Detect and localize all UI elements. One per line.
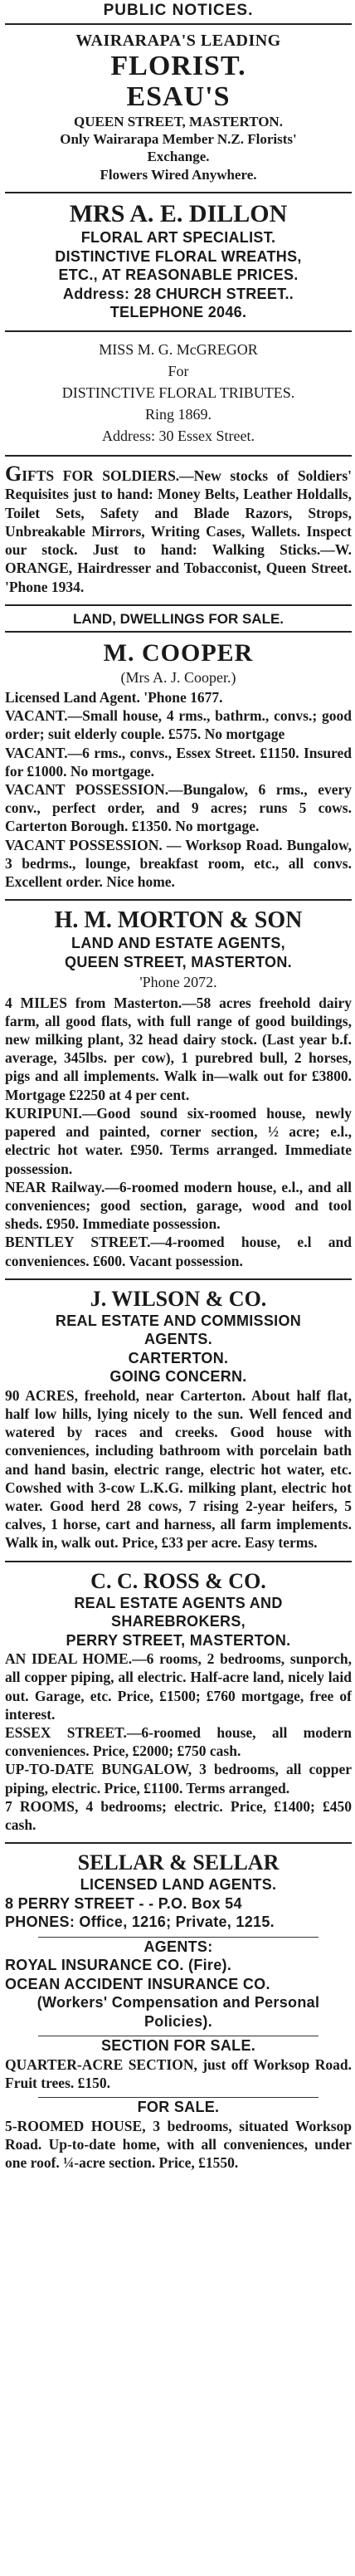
sellar-listing: 5-ROOMED HOUSE, 3 bedrooms, situated Worksop Road. Up-to-date home, with all conveniences, under one roof. ¼-acre section. Price, £1550. [5,2117,352,2172]
dillon-line1: FLORAL ART SPECIALIST. [80,229,276,247]
cooper-name: M. COOPER [103,638,254,667]
sellar-address: 8 PERRY STREET - - P.O. Box 54 [5,1894,242,1912]
cooper-sub: (Mrs A. J. Cooper.) [120,668,236,686]
wilson-going-concern: GOING CONCERN. [109,1368,247,1386]
ad-sellar [5,1844,352,2180]
sellar-sale-heading: FOR SALE. [137,2099,220,2116]
ad-wilson [5,1280,352,1561]
ad-morton [5,901,352,1278]
morton-line1: LAND AND ESTATE AGENTS, [71,935,285,952]
cooper-listing: VACANT.—6 rms., convs., Essex Street. £1150. Insured for £1000. No mortgage. [5,744,352,780]
sellar-licensed: LICENSED LAND AGENTS. [80,1876,277,1894]
sellar-agents-heading: AGENTS: [143,1938,213,1955]
esaus-wired: Flowers Wired Anywhere. [100,166,257,183]
ross-line2: SHAREBROKERS, [111,1613,246,1630]
wilson-line1: REAL ESTATE AND COMMISSION [55,1312,302,1329]
gifts-text: IFTS FOR SOLDIERS.—New stocks of Soldiers' Requisites just to hand: Money Belts, Leather Holdalls, Toilet Sets, Safety and Blade Razors, Strops, Unbreakable Mirrors, Writing Cases, Wallets. Inspect our stock. Just to hand: Walking Sticks.—W. ORANGE, Hairdresser and Tobacconist, Queen Street. 'Phone 1934. [5,467,352,595]
dillon-line3: ETC., AT REASONABLE PRICES. [58,266,299,284]
ross-listing: ESSEX STREET.—6-roomed house, all modern conveniences. Price, £2000; £750 cash. [5,1723,352,1760]
cooper-listing: VACANT POSSESSION. — Worksop Road. Bungalow, 3 bedrms., lounge, breakfast room, etc., all convs. Excellent order. Nice home. [5,836,352,891]
sellar-listing: QUARTER-ACRE SECTION, just off Worksop Road. Fruit trees. £150. [5,2055,352,2091]
sellar-agent-note: (Workers' Compensation and Personal Policies). [36,1994,320,2030]
morton-phone: 'Phone 2072. [139,974,217,991]
classified-section-label: LAND, DWELLINGS FOR SALE. [72,610,284,627]
morton-name: H. M. MORTON & SON [54,907,303,934]
cooper-listing: VACANT.—Small house, 4 rms., bathrm., convs.; good order; suit elderly couple. £575. No mortgage [5,707,352,743]
morton-line2: QUEEN STREET, MASTERTON. [65,953,292,970]
mcgregor-address: Address: 30 Essex Street. [102,428,255,445]
ross-name: C. C. ROSS & CO. [90,1568,266,1593]
mcgregor-name: MISS M. G. McGREGOR [99,340,258,358]
wilson-listing: 90 ACRES, freehold, near Carterton. About half flat, half low hills, lying nicely to the sun. Well fenced and watered by races and creeks. Good house with conveniences, including bathroom with porcelain bath and hand basin, electric range, electric hot water, etc. Cowshed with 3-cow L.K.G. milking plant, electric hot water. Good herd 28 cows, 7 rising 2-year heifers, 5 calves, 1 horse, cart and harness, all farm implements. Walk in, walk out. Price, £33 per acre. Easy terms. [5,1386,352,1552]
ross-listing: UP-TO-DATE BUNGALOW, 3 bedrooms, all copper piping, electric. Price, £1100. Terms arranged. [5,1761,352,1796]
ad-esaus [5,25,352,192]
morton-listing: 4 MILES from Masterton.—58 acres freehold dairy farm, all good flats, with full range of good buildings, new milking plant, 32 head dairy stock. (Last year b.f. average, 345lbs. per cow), 1 purebred bull, 2 horses, pigs and all implements. Walk in—walk out for £3800. Mortgage £2250 at 4 per cent. [5,994,352,1103]
morton-listing: BENTLEY STREET.—4-roomed house, e.l and conveniences. £600. Vacant possession. [5,1234,352,1269]
dillon-line2: DISTINCTIVE FLORAL WREATHS, [55,247,302,265]
cooper-licensed: Licensed Land Agent. 'Phone 1677. [5,688,223,706]
esaus-member: Only Wairarapa Member N.Z. Florists' [60,131,297,148]
ad-mcgregor [5,332,352,455]
ad-gifts [5,457,352,604]
morton-listing: NEAR Railway.—6-roomed modern house, e.l., and all conveniences; good section, garage, wood and tool sheds. £950. Immediate possession. [5,1178,352,1233]
sellar-section-heading: SECTION FOR SALE. [100,2037,256,2055]
ross-address: PERRY STREET, MASTERTON. [66,1631,291,1649]
dillon-name: MRS A. E. DILLON [69,199,288,227]
esaus-florist: FLORIST. [110,51,246,81]
esaus-name: ESAU'S [126,81,231,113]
esaus-address: QUEEN STREET, MASTERTON. [74,113,283,130]
sellar-agent: ROYAL INSURANCE CO. (Fire). [5,1957,232,1974]
esaus-line1: WAIRARAPA'S LEADING [75,32,281,50]
ad-cooper [5,633,352,900]
section-header: PUBLIC NOTICES. [5,0,352,25]
wilson-line2: AGENTS. [143,1331,213,1348]
ross-listing: AN IDEAL HOME.—6 rooms, 2 bedrooms, sunporch, all copper piping, all electric. Half-acre land, nicely laid out. Garage, etc. Price, £1500; £760 mortgage, free of interest. [5,1650,352,1723]
wilson-town: CARTERTON. [128,1349,229,1366]
mcgregor-for: For [168,362,189,379]
wilson-name: J. WILSON & CO. [90,1286,267,1311]
ross-listing: 7 ROOMS, 4 bedrooms; electric. Price, £1400; £450 cash. [5,1797,352,1834]
mcgregor-ring: Ring 1869. [144,406,212,423]
esaus-exchange: Exchange. [147,149,210,165]
sellar-phones: PHONES: Office, 1216; Private, 1215. [5,1914,275,1931]
dillon-phone: TELEPHONE 2046. [109,304,247,321]
dillon-address: Address: 28 CHURCH STREET.. [62,285,294,302]
mcgregor-tributes: DISTINCTIVE FLORAL TRIBUTES. [61,384,295,401]
ad-dillon [5,193,352,330]
sellar-agent: OCEAN ACCIDENT INSURANCE CO. [5,1975,270,1992]
morton-listing: KURIPUNI.—Good sound six-roomed house, newly papered and painted, corner section, ½ acre; e.l., electric hot water. £950. Terms arranged. Immediate possession. [5,1104,352,1177]
ad-ross [5,1562,352,1843]
cooper-listing: VACANT POSSESSION.—Bungalow, 6 rms., every conv., perfect order, and 9 acres; runs 5 cows. Carterton Borough. £1350. No mortgage. [5,780,352,835]
gifts-drop-cap: G [5,462,22,486]
sellar-name: SELLAR & SELLAR [77,1850,280,1875]
ross-line1: REAL ESTATE AGENTS AND [74,1594,283,1611]
